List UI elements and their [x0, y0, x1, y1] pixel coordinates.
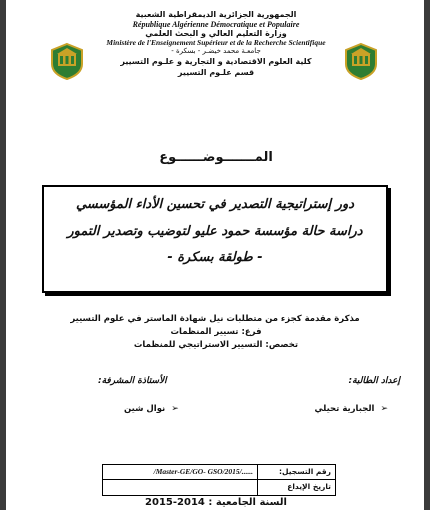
- registration-value: /Master-GE/GO- GSO/2015/......: [153, 467, 253, 476]
- document-page: [6, 0, 424, 510]
- student-label: إعداد الطالبة:: [348, 376, 400, 386]
- title-line-3: - طولقة بسكرة -: [167, 250, 263, 265]
- title-line-2: دراسة حالة مؤسسة حمود عليو لتوضيب وتصدير التمور: [67, 224, 363, 239]
- student-name-row: [315, 404, 389, 414]
- university-ar: جامعـة محمد خيضـر - بسكرة -: [171, 47, 261, 55]
- supervisor-name-row: [124, 404, 179, 414]
- republic-ar: الجمهورية الجزائرية الديمقراطية الشعبية: [135, 10, 297, 19]
- title-line-1: دور إستراتيجية التصدير في تحسين الأداء المؤسسي: [75, 197, 355, 212]
- university-logo-left: [46, 40, 88, 82]
- arrow-bullet-icon: ➢: [171, 404, 179, 414]
- supervisor-name: نوال شين: [124, 404, 166, 414]
- arrow-bullet-icon: ➢: [380, 404, 388, 414]
- student-name: الجبارية تحيلي: [314, 404, 375, 414]
- registration-row: [103, 465, 335, 480]
- academic-year: السنة الجامعية : 2014-2015: [145, 497, 287, 508]
- registration-label: رقم التسجيل:: [279, 467, 331, 476]
- faculty-ar: كلية العلوم الاقتصادية و التجارية و علـوم التسيير: [120, 57, 312, 66]
- title-box: [42, 185, 388, 293]
- deposit-label: تاريخ الإيداع: [287, 482, 331, 491]
- subject-label: المـــــــوضــــــوع: [159, 150, 273, 165]
- degree-specialty: تخصص: التسيير الاستراتيجي للمنظمات: [133, 340, 299, 350]
- ministry-fr: Ministère de l'Enseignement Supérieur et de la Recherche Scientifique: [106, 38, 326, 47]
- supervisor-label: الأستاذة المشرفة:: [98, 376, 167, 386]
- deposit-row: [103, 480, 335, 494]
- department-ar: قسم علـوم التسيير: [177, 68, 255, 77]
- degree-line: مذكرة مقدمة كجزء من متطلبات نيل شهادة الماستر في علوم التسيير: [70, 314, 360, 324]
- ministry-ar: وزارة التعليم العالي و البحث العلمي: [145, 29, 287, 38]
- republic-fr: République Algérienne Démocratique et Populaire: [132, 20, 300, 29]
- university-seal-icon: [340, 40, 382, 82]
- university-logo-right: [340, 40, 382, 82]
- registration-table: [102, 464, 336, 496]
- degree-branch: فرع: تسيير المنظمات: [170, 327, 262, 337]
- university-seal-icon: [46, 40, 88, 82]
- table-divider: [257, 465, 258, 495]
